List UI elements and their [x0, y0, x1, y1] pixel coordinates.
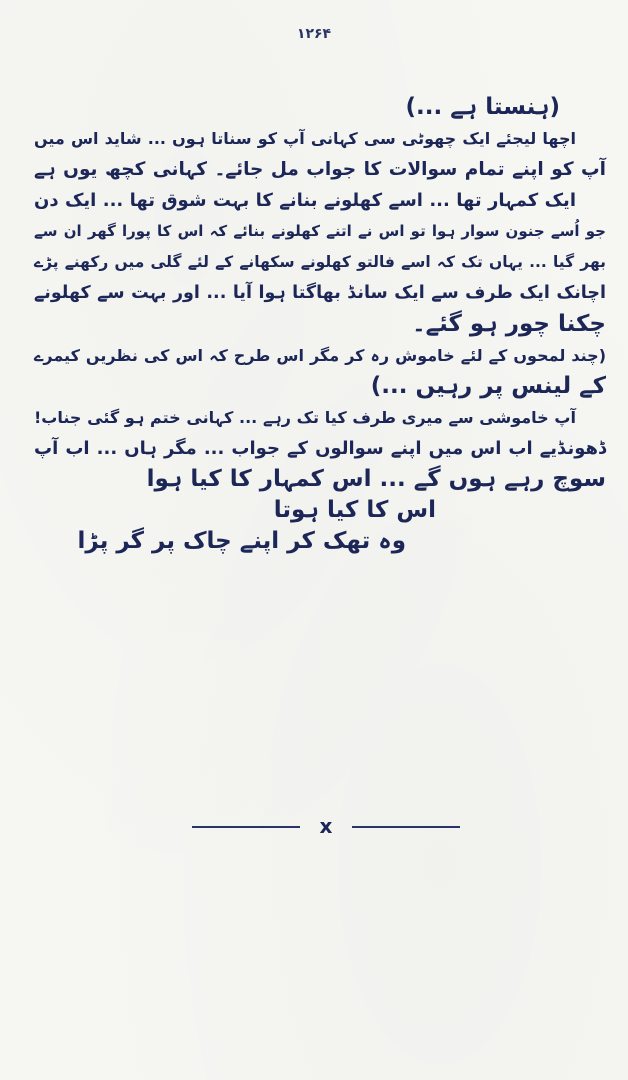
body-text: [34, 92, 606, 557]
story-line-4: اچانک ایک طرف سے ایک سانڈ بھاگتا ہوا آیا ... اور بہت سے کھلونے: [34, 283, 606, 303]
paragraph-line-2: آپ کو اپنے تمام سوالات کا جواب مل جائے۔ کہانی کچھ یوں ہے: [34, 159, 606, 180]
story-line-2: جو اُسے جنون سوار ہوا تو اس نے اتنے کھلونے بنائے کہ اس کا پورا گھر ان سے: [34, 222, 606, 240]
closing-line-5: وہ تھک کر اپنے چاک پر گر پڑا: [77, 528, 406, 554]
closing-line-1: آپ خاموشی سے میری طرف کیا تک رہے ... کہانی ختم ہو گئی جناب!: [34, 408, 576, 427]
stage-direction-laugh: (ہنستا ہے ...): [405, 94, 560, 120]
stage-direction-pause-1: (چند لمحوں کے لئے خاموش رہ کر مگر اس طرح کہ اس کی نظریں کیمرے: [34, 346, 606, 365]
separator-mark: x: [319, 814, 333, 838]
story-line-5: چکنا چور ہو گئے۔: [412, 311, 606, 337]
closing-line-3: سوچ رہے ہوں گے ... اس کمہار کا کیا ہوا: [146, 466, 606, 492]
stage-direction-pause-2: کے لینس پر رہیں ...): [370, 373, 606, 399]
story-line-3: بھر گیا ... یہاں تک کہ اسے فالتو کھلونے سکھانے کے لئے گلی میں رکھنے پڑے: [34, 253, 606, 271]
story-line-1: ایک کمہار تھا ... اسے کھلونے بنانے کا بہت شوق تھا ... ایک دن: [34, 190, 576, 211]
page-number: ۱۲۶۴: [296, 26, 332, 42]
closing-line-4: اس کا کیا ہوتا: [273, 497, 436, 523]
paragraph-line-1: اچھا لیجئے ایک چھوٹی سی کہانی آپ کو سناتا ہوں ... شاید اس میں: [34, 129, 576, 148]
closing-line-2: ڈھونڈیے اب اس میں اپنے سوالوں کے جواب ... مگر ہاں ... اب آپ: [34, 438, 606, 459]
section-separator: [192, 816, 460, 838]
separator-rule-right: [352, 826, 460, 828]
